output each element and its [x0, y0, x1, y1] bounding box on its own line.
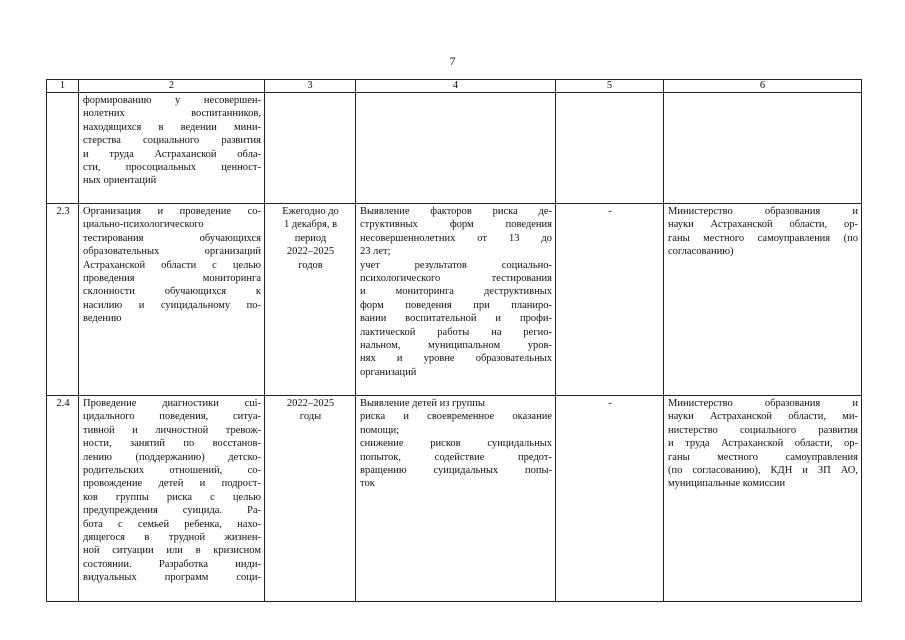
budget-cell: - — [556, 204, 664, 396]
text-line: риска и своевременное оказание — [360, 411, 552, 423]
budget-cell: - — [556, 396, 664, 602]
column-header: 5 — [556, 80, 664, 93]
text-line: Ежегодно до — [282, 206, 339, 217]
text-line: нолетних воспитанников, — [83, 108, 261, 120]
text-line: стерства социального развития — [83, 135, 261, 147]
text-line: годы — [299, 411, 322, 423]
text-line: форм поведения при планиро- — [360, 299, 552, 311]
text-line: Выявление детей из группы — [360, 398, 485, 409]
text-line: согласованию) — [668, 246, 734, 258]
text-line: помощи; — [360, 424, 400, 436]
item-number-cell: 2.3 — [47, 204, 79, 396]
result-cell — [356, 93, 556, 204]
column-header: 2 — [79, 80, 265, 93]
text-line: 2022–2025 — [286, 398, 335, 409]
text-line: насилию и суицидальному по- — [83, 299, 261, 311]
text-line: родительских отношений, со- — [83, 465, 261, 477]
table-row — [47, 396, 862, 602]
text-line: ганы местного самоуправления (по — [668, 232, 858, 244]
text-line: образовательных организаций — [83, 246, 261, 258]
text-line: снижение рисков суицидальных — [360, 438, 552, 450]
text-line: бота с семьей ребенка, нахо- — [83, 518, 261, 530]
text-line: период — [294, 232, 327, 244]
text-line: Астраханской области с целью — [83, 259, 261, 271]
table-row — [47, 93, 862, 204]
text-line: ток — [360, 478, 375, 490]
text-line: предупреждения суицида. Ра- — [83, 505, 261, 517]
text-line: годов — [298, 259, 323, 271]
column-header: 3 — [265, 80, 356, 93]
text-line: психологического тестирования — [360, 273, 552, 285]
text-line: Министерство образования и — [668, 398, 858, 409]
text-line: нальном, муниципальном уров- — [360, 340, 552, 352]
column-header: 1 — [47, 80, 79, 93]
text-line: ных ориентаций — [83, 175, 157, 187]
text-line: ганы местного самоуправления — [668, 451, 858, 463]
result-cell — [356, 396, 556, 602]
text-line: циально-психологического — [83, 219, 204, 231]
text-line: 1 декабря, в — [283, 219, 338, 231]
term-cell — [265, 204, 356, 396]
text-line: Проведение диагностики сui- — [83, 398, 261, 409]
text-line: науки Астраханской области, ми- — [668, 411, 858, 423]
text-line: дящегося в трудной жизнен- — [83, 532, 261, 544]
text-line: нях и уровне образовательных — [360, 353, 552, 365]
text-line: цидального поведения, ситуа- — [83, 411, 261, 423]
text-line: науки Астраханской области, ор- — [668, 219, 858, 231]
text-line: Министерство образования и — [668, 206, 858, 217]
text-line: ков группы риска с целью — [83, 491, 261, 503]
column-header: 4 — [356, 80, 556, 93]
table-row — [47, 204, 862, 396]
text-line: структивных форм поведения — [360, 219, 552, 231]
text-line: лактической работы на регио- — [360, 326, 552, 338]
budget-cell — [556, 93, 664, 204]
text-line: лению (поддержанию) детско- — [83, 451, 261, 463]
text-line: 23 лет; — [360, 246, 391, 258]
text-line: склонности обучающихся к — [83, 286, 261, 298]
text-line: попыток, содействие предот- — [360, 451, 552, 463]
text-line: (по согласованию), КДН и ЗП АО, — [668, 465, 858, 477]
page-number: 7 — [449, 54, 456, 68]
text-line: нистерство социального развития — [668, 424, 858, 436]
text-line: и труда Астраханской обла- — [83, 148, 261, 160]
text-line: ведению — [83, 313, 122, 325]
text-line: ности, занятий по восстанов- — [83, 438, 261, 450]
item-number-cell — [47, 93, 79, 204]
text-line: и мониторинга деструктивных — [360, 286, 552, 298]
responsible-cell — [664, 396, 862, 602]
responsible-cell — [664, 93, 862, 204]
text-line: тестирования обучающихся — [83, 232, 261, 244]
item-number-cell: 2.4 — [47, 396, 79, 602]
text-line: организаций — [360, 366, 417, 378]
text-line: учет результатов социально- — [360, 259, 552, 271]
text-line: формированию у несовершен- — [83, 95, 261, 106]
text-line: ной ситуации или в кризисном — [83, 545, 261, 557]
text-line: вращению суицидальных попы- — [360, 465, 552, 477]
column-number-row — [47, 80, 862, 93]
text-line: и труда Астраханской области, ор- — [668, 438, 858, 450]
text-line: 2022–2025 — [286, 246, 335, 258]
text-line: тивной и личностной тревож- — [83, 424, 261, 436]
responsible-cell — [664, 204, 862, 396]
text-line: Организация и проведение со- — [83, 206, 261, 217]
text-line: несовершеннолетних от 13 до — [360, 232, 552, 244]
text-line: Выявление факторов риска де- — [360, 206, 552, 217]
text-line: находящихся в ведении мини- — [83, 121, 261, 133]
action-cell — [79, 204, 265, 396]
result-cell — [356, 204, 556, 396]
text-line: сти, просоциальных ценност- — [83, 162, 261, 174]
text-line: проведения мониторинга — [83, 273, 261, 285]
term-cell — [265, 93, 356, 204]
text-line: видуальных программ соци- — [83, 572, 261, 584]
action-cell — [79, 396, 265, 602]
text-line: муниципальные комиссии — [668, 478, 786, 490]
text-line: провождение детей и подрост- — [83, 478, 261, 490]
action-plan-table — [46, 79, 862, 602]
text-line: состоянии. Разработка инди- — [83, 558, 261, 570]
term-cell — [265, 396, 356, 602]
text-line: вании воспитательной и профи- — [360, 313, 552, 325]
action-cell — [79, 93, 265, 204]
column-header: 6 — [664, 80, 862, 93]
